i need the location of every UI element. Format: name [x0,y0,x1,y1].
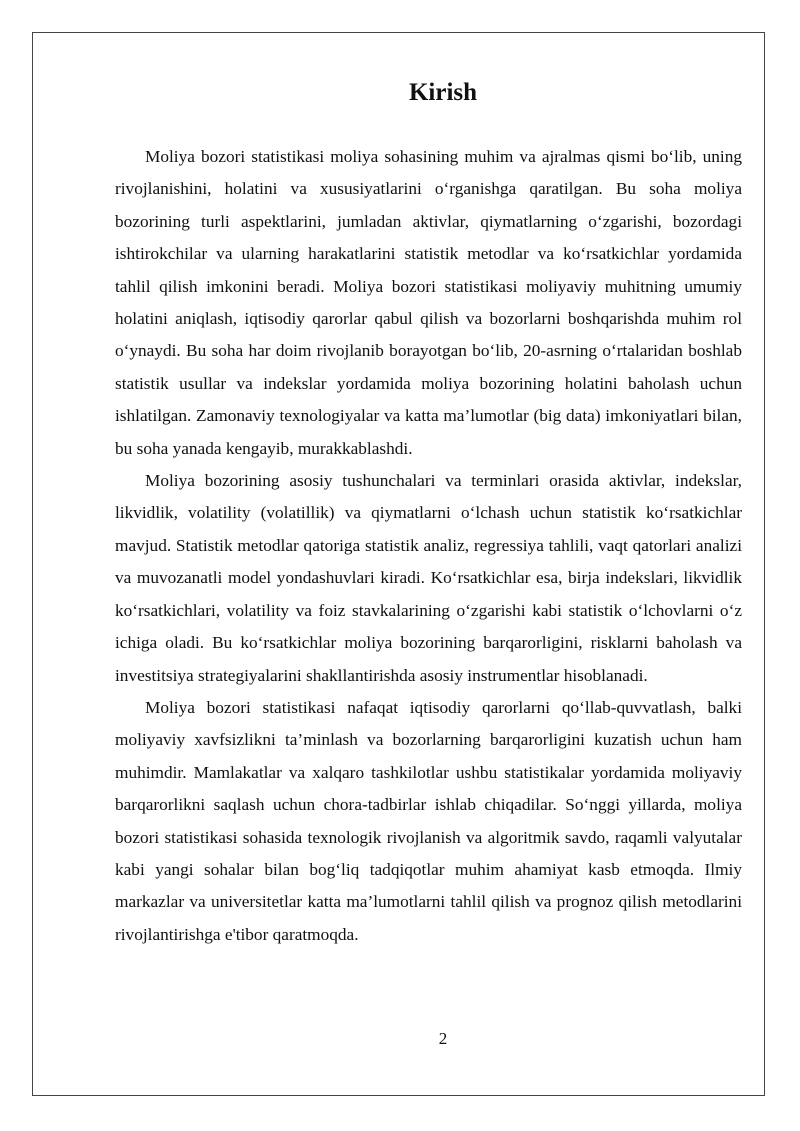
document-body [115,141,742,951]
paragraph-2: Moliya bozorining asosiy tushunchalari va terminlari orasida aktivlar, indekslar, likvidlik, volatility (volatillik) va qiymatlarni o‘lchash uchun statistik ko‘rsatkichlar mavjud. Statistik metodlar qatoriga statistik analiz, regressiya tahlili, vaqt qatorlari analizi va muvozanatli model yondashuvlari kiradi. Ko‘rsatkichlar esa, birja indekslari, likvidlik ko‘rsatkichlari, volatility va foiz stavkalarining o‘zgarishi kabi statistik o‘lchovlarni o‘z ichiga oladi. Bu ko‘rsatkichlar moliya bozorining barqarorligini, risklarni baholash va investitsiya strategiyalarini shakllantirishda asosiy instrumentlar hisoblanadi. [115,471,742,685]
page-number: 2 [438,1029,448,1048]
paragraph-1: Moliya bozori statistikasi moliya sohasining muhim va ajralmas qismi bo‘lib, uning rivojlanishini, holatini va xususiyatlarini o‘rganishga qaratilgan. Bu soha moliya bozorining turli aspektlarini, jumladan aktivlar, qiymatlarning o‘zgarishi, bozordagi ishtirokchilar va ularning harakatlarini statistik metodlar va ko‘rsatkichlar yordamida tahlil qilish imkonini beradi. Moliya bozori statistikasi moliyaviy muhitning umumiy holatini aniqlash, iqtisodiy qarorlar qabul qilish va bozorlarni boshqarishda muhim rol o‘ynaydi. Bu soha har doim rivojlanib borayotgan bo‘lib, 20-asrning o‘rtalaridan boshlab statistik usullar va indekslar yordamida moliya bozorining holatini baholash uchun ishlatilgan. Zamonaviy texnologiyalar va katta ma’lumotlar (big data) imkoniyatlari bilan, bu soha yanada kengayib, murakkablashdi. [115,147,742,458]
paragraph-3: Moliya bozori statistikasi nafaqat iqtisodiy qarorlarni qo‘llab-quvvatlash, balki moliyaviy xavfsizlikni ta’minlash va bozorlarning barqarorligini kuzatish uchun ham muhimdir. Mamlakatlar va xalqaro tashkilotlar ushbu statistikalar yordamida moliyaviy barqarorlikni saqlash uchun chora-tadbirlar ishlab chiqadilar. So‘nggi yillarda, moliya bozori statistikasi sohasida texnologik rivojlanish va algoritmik savdo, raqamli valyutalar kabi yangi sohalar bilan bog‘liq tadqiqotlar muhim ahamiyat kasb etmoqda. Ilmiy markazlar va universitetlar katta ma’lumotlarni tahlil qilish va prognoz qilish metodlarini rivojlantirishga e'tibor qaratmoqda. [115,697,742,944]
page-title: Kirish [408,79,478,106]
